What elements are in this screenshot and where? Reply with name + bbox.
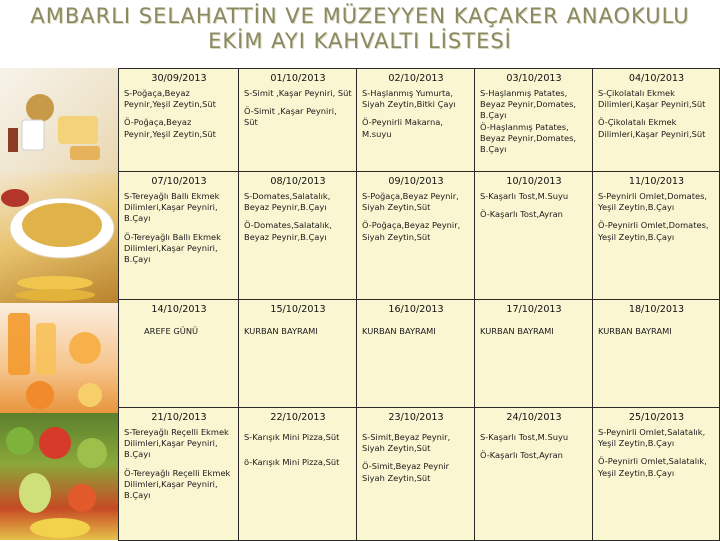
day-date: 16/10/2013 xyxy=(388,304,444,315)
day-cell xyxy=(239,172,357,300)
morning-menu: S-Poğaça,Beyaz Peynir,Yeşil Zeytin,Süt xyxy=(124,88,216,110)
morning-menu: S-Peynirli Omlet,Domates, Yeşil Zeytin,B.Çayı xyxy=(598,191,708,213)
pasta-photo xyxy=(0,173,118,303)
week-row xyxy=(119,408,720,541)
holiday-note: KURBAN BAYRAMI xyxy=(480,326,554,336)
week-row xyxy=(119,69,720,172)
day-cell xyxy=(357,69,475,172)
pasta-illustration xyxy=(0,173,118,303)
fruits-photo xyxy=(0,413,118,540)
title-line-list: EKİM AYI KAHVALTI LİSTESİ xyxy=(208,29,512,53)
afternoon-menu: Ö-Domates,Salatalık, Beyaz Peynir,B.Çayı xyxy=(244,220,332,242)
day-date: 21/10/2013 xyxy=(151,412,207,423)
morning-menu: S-Haşlanmış Yumurta, Siyah Zeytin,Bitki Çayı xyxy=(362,88,456,110)
day-cell xyxy=(239,408,357,541)
morning-menu: S-Haşlanmış Patates, Beyaz Peynir,Domates, B.Çayı xyxy=(480,88,577,121)
day-cell xyxy=(475,300,593,408)
morning-menu: S-Tereyağlı Reçelli Ekmek Dilimleri,Kaşar Peyniri, B.Çayı xyxy=(124,427,229,460)
day-cell xyxy=(119,172,239,300)
juice-photo xyxy=(0,303,118,413)
afternoon-menu: Ö-Tereyağlı Ballı Ekmek Dilimleri,Kaşar Peyniri, B.Çayı xyxy=(124,231,221,265)
morning-menu: S-Çikolatalı Ekmek Dilimleri,Kaşar Peyniri,Süt xyxy=(598,88,706,110)
afternoon-menu: ö-Karışık Mini Pizza,Süt xyxy=(244,457,340,468)
day-cell xyxy=(593,69,720,172)
page-title xyxy=(0,4,720,54)
day-cell xyxy=(475,408,593,541)
morning-menu: S-Karışık Mini Pizza,Süt xyxy=(244,432,340,442)
day-cell xyxy=(593,408,720,541)
day-cell xyxy=(119,408,239,541)
day-cell xyxy=(593,172,720,300)
day-cell xyxy=(239,300,357,408)
day-date: 22/10/2013 xyxy=(270,412,326,423)
day-date: 09/10/2013 xyxy=(388,176,444,187)
day-date: 08/10/2013 xyxy=(270,176,326,187)
afternoon-menu: Ö-Peynirli Omlet,Domates, Yeşil Zeytin,B.Çayı xyxy=(598,220,709,242)
holiday-note: KURBAN BAYRAMI xyxy=(598,326,672,336)
day-date: 30/09/2013 xyxy=(151,73,207,84)
day-date: 25/10/2013 xyxy=(628,412,685,423)
afternoon-menu: Ö-Simit ,Kaşar Peyniri, Süt xyxy=(244,106,337,128)
day-cell xyxy=(357,408,475,541)
day-date: 24/10/2013 xyxy=(506,412,562,423)
day-cell xyxy=(119,69,239,172)
day-date: 23/10/2013 xyxy=(388,412,444,423)
morning-menu: S-Simit ,Kaşar Peyniri, Süt xyxy=(244,88,352,98)
day-cell xyxy=(357,172,475,300)
day-cell xyxy=(593,300,720,408)
day-date: 10/10/2013 xyxy=(506,176,562,187)
food-photo-strip xyxy=(0,68,118,540)
day-date: 17/10/2013 xyxy=(506,304,562,315)
day-date: 15/10/2013 xyxy=(270,304,326,315)
day-date: 01/10/2013 xyxy=(270,73,326,84)
afternoon-menu: Ö-Tereyağlı Reçelli Ekmek Dilimleri,Kaşar Peyniri, B.Çayı xyxy=(124,467,231,501)
breakfast-illustration xyxy=(0,68,118,173)
breakfast-photo xyxy=(0,68,118,173)
day-date: 11/10/2013 xyxy=(628,176,685,187)
morning-menu: S-Simit,Beyaz Peynir, Siyah Zeytin,Süt xyxy=(362,432,451,454)
day-cell xyxy=(475,172,593,300)
juice-illustration xyxy=(0,303,118,413)
day-date: 14/10/2013 xyxy=(151,304,207,315)
fruits-illustration xyxy=(0,413,118,540)
afternoon-menu: Ö-Haşlanmış Patates, Beyaz Peynir,Domates, B.Çayı xyxy=(480,121,577,155)
week-row xyxy=(119,172,720,300)
afternoon-menu: Ö-Peynirli Makarna, M.suyu xyxy=(362,117,443,139)
day-date: 02/10/2013 xyxy=(388,73,444,84)
morning-menu: S-Peynirli Omlet,Salatalık, Yeşil Zeytin,B.Çayı xyxy=(598,427,706,449)
morning-menu: S-Domates,Salatalık, Beyaz Peynir,B.Çayı xyxy=(244,191,331,213)
morning-menu: S-Kaşarlı Tost,M.Suyu xyxy=(480,191,569,201)
day-cell xyxy=(357,300,475,408)
afternoon-menu: Ö-Çikolatalı Ekmek Dilimleri,Kaşar Peyniri,Süt xyxy=(598,117,706,139)
title-line-school: AMBARLI SELAHATTİN VE MÜZEYYEN KAÇAKER ANAOKULU xyxy=(30,4,690,28)
afternoon-menu: Ö-Poğaça,Beyaz Peynir, Siyah Zeytin,Süt xyxy=(362,220,461,242)
day-cell xyxy=(239,69,357,172)
afternoon-menu: Ö-Kaşarlı Tost,Ayran xyxy=(480,450,563,461)
morning-menu: S-Poğaça,Beyaz Peynir, Siyah Zeytin,Süt xyxy=(362,191,459,213)
holiday-note: AREFE GÜNÜ xyxy=(144,326,199,336)
afternoon-menu: Ö-Peynirli Omlet,Salatalık, Yeşil Zeytin,B.Çayı xyxy=(598,456,707,478)
day-date: 07/10/2013 xyxy=(151,176,207,187)
day-date: 18/10/2013 xyxy=(628,304,685,315)
day-date: 03/10/2013 xyxy=(506,73,562,84)
afternoon-menu: Ö-Poğaça,Beyaz Peynir,Yeşil Zeytin,Süt xyxy=(124,117,216,139)
afternoon-menu: Ö-Simit,Beyaz Peynir Siyah Zeytin,Süt xyxy=(362,461,450,483)
afternoon-menu: Ö-Kaşarlı Tost,Ayran xyxy=(480,209,563,220)
morning-menu: S-Tereyağlı Ballı Ekmek Dilimleri,Kaşar Peyniri, B.Çayı xyxy=(124,191,220,224)
day-date: 04/10/2013 xyxy=(628,73,685,84)
morning-menu: S-Kaşarlı Tost,M.Suyu xyxy=(480,432,569,442)
week-row xyxy=(119,300,720,408)
breakfast-menu-table xyxy=(118,68,720,541)
day-cell xyxy=(119,300,239,408)
holiday-note: KURBAN BAYRAMI xyxy=(362,326,436,336)
day-cell xyxy=(475,69,593,172)
holiday-note: KURBAN BAYRAMI xyxy=(244,326,318,336)
